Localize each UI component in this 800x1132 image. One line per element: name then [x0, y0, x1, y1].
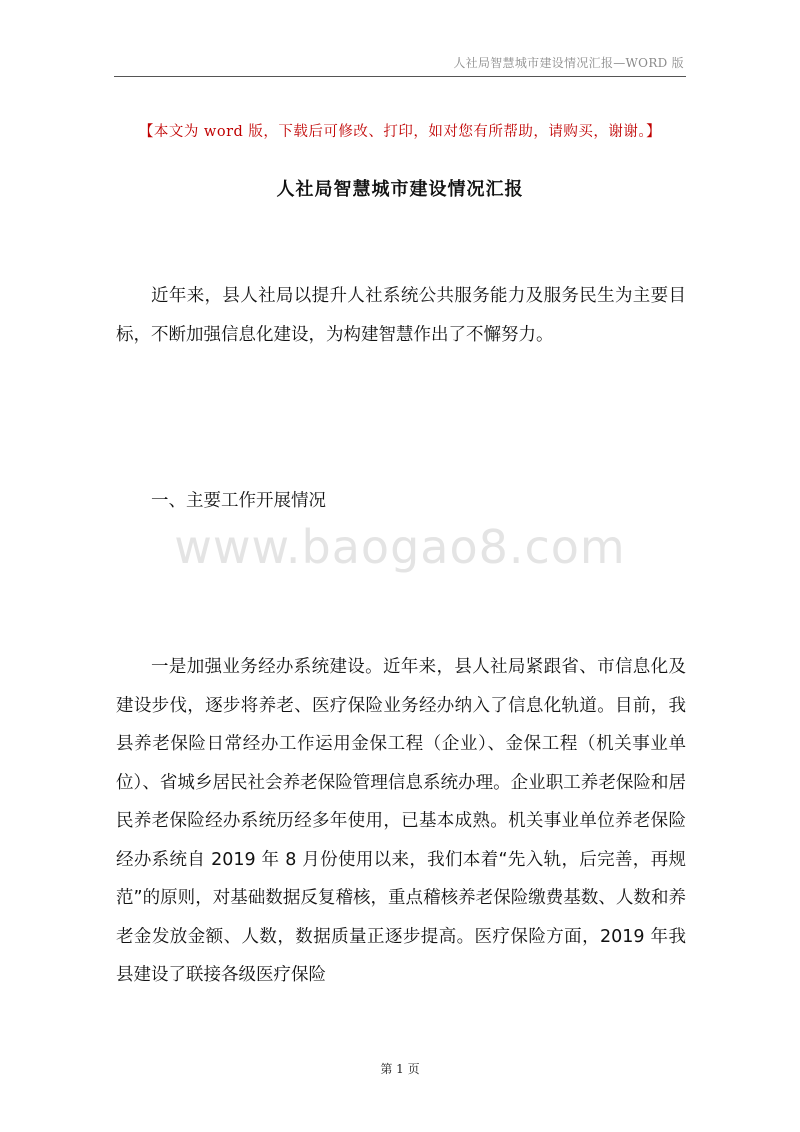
- page-number: 第 1 页: [380, 1062, 420, 1076]
- section-heading: 一、主要工作开展情况: [151, 491, 326, 511]
- body-paragraph: 一是加强业务经办系统建设。近年来，县人社局紧跟省、市信息化及建设步伐，逐步将养老、医疗保险业务经办纳入了信息化轨道。目前，我县养老保险日常经办工作运用金保工程（企业）、金保工程（机关事业单位）、省城乡居民社会养老保险管理信息系统办理。企业职工养老保险和居民养老保险经办系统历经多年使用，已基本成熟。机关事业单位养老保险经办系统自 2019 年 8 月份使用以来，我们本着“先入轨，后完善，再规范”的原则，对基础数据反复稽核，重点稽核养老保险缴费基数、人数和养老金发放金额、人数，数据质量正逐步提高。医疗保险方面，2019 年我县建设了联接各级医疗保险: [116, 657, 686, 985]
- purchase-notice: 【本文为 word 版，下载后可修改、打印，如对您有所帮助，请购买，谢谢。】: [138, 124, 662, 140]
- intro-paragraph: 近年来，县人社局以提升人社系统公共服务能力及服务民生为主要目标，不断加强信息化建设，为构建智慧作出了不懈努力。: [116, 286, 686, 345]
- watermark: www.baogao8.com: [174, 520, 626, 574]
- header-divider: [114, 76, 686, 77]
- running-header: 人社局智慧城市建设情况汇报—WORD 版: [453, 56, 684, 70]
- document-title: 人社局智慧城市建设情况汇报: [276, 179, 524, 200]
